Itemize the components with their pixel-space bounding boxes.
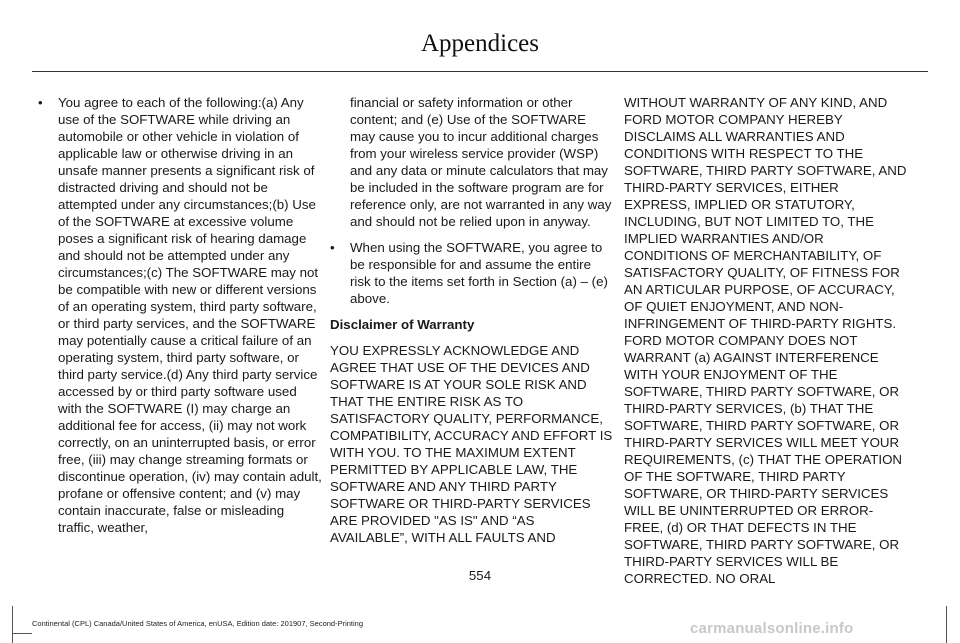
bullet-icon: • <box>330 240 335 255</box>
text-column-right <box>624 94 908 596</box>
bullet-item-responsibility <box>330 239 614 307</box>
crop-mark <box>12 606 13 643</box>
page-number: 554 <box>468 568 492 583</box>
page-title: Appendices <box>420 30 540 57</box>
edition-footer: Continental (CPL) Canada/United States of America, enUSA, Edition date: 201907, Second-Printing <box>32 619 364 628</box>
crop-mark <box>12 633 32 634</box>
disclaimer-continuation: WITHOUT WARRANTY OF ANY KIND, AND FORD MOTOR COMPANY HEREBY DISCLAIMS ALL WARRANTIES AND CONDITIONS WITH RESPECT TO THE SOFTWARE, THIRD PARTY SOFTWARE, AND THIRD-PARTY SERVICES, EITHER EXPRESS, IMPLIED OR STATUTORY, INCLUDING, BUT NOT LIMITED TO, THE IMPLIED WARRANTIES AND/OR CONDITIONS OF MERCHANTABILITY, OF SATISFACTORY QUALITY, OF FITNESS FOR AN ARTICULAR PURPOSE, OF ACCURACY, OF QUIET ENJOYMENT, AND NON-INFRINGEMENT OF THIRD-PARTY RIGHTS. FORD MOTOR COMPANY DOES NOT WARRANT (a) AGAINST INTERFERENCE WITH YOUR ENJOYMENT OF THE SOFTWARE, THIRD PARTY SOFTWARE, OR THIRD-PARTY SERVICES, (b) THAT THE SOFTWARE, THIRD PARTY SOFTWARE, OR THIRD-PARTY SERVICES WILL MEET YOUR REQUIREMENTS, (c) THAT THE OPERATION OF THE SOFTWARE, THIRD PARTY SOFTWARE, OR THIRD-PARTY SERVICES WILL BE UNINTERRUPTED OR ERROR-FREE, (d) OR THAT DEFECTS IN THE SOFTWARE, THIRD PARTY SOFTWARE, OR THIRD-PARTY SERVICES WILL BE CORRECTED. NO ORAL <box>624 95 907 586</box>
text-column-left <box>38 94 322 545</box>
bullet-icon: • <box>38 95 43 110</box>
bullet-item-agreement <box>38 94 322 536</box>
text-column-middle <box>330 94 614 555</box>
bullet-text: You agree to each of the following:(a) Any use of the SOFTWARE while driving an automobile or other vehicle in violation of applicable law or otherwise driving in an unsafe manner presents a significant risk of distracted driving and should not be attempted under any circumstances;(b) Use of the SOFTWARE at excessive volume poses a significant risk of hearing damage and should not be attempted under any circumstances;(c) The SOFTWARE may not be compatible with new or different versions of an operating system, third party software, or third party services, and the SOFTWARE may potentially cause a critical failure of an operating system, third party software, or third party service.(d) Any third party service accessed by or third party software used with the SOFTWARE (I) may charge an additional fee for access, (ii) may not work correctly, on an uninterrupted basis, or error free, (iii) may change streaming formats or discontinue operation, (iv) may contain adult, profane or offensive content; and (v) may contain inaccurate, false or misleading traffic, weather, <box>58 95 322 535</box>
watermark: carmanualsonline.info <box>690 620 854 637</box>
crop-mark <box>946 606 947 643</box>
bullet-continuation: financial or safety information or other content; and (e) Use of the SOFTWARE may cause you to incur additional charges from your wireless service provider (WSP) and any data or minute calculators that may be included in the software program are for reference only, are not warranted in any way and should not be relied upon in anyway. <box>350 95 612 229</box>
header-divider <box>32 71 928 72</box>
section-heading-disclaimer: Disclaimer of Warranty <box>330 317 475 332</box>
bullet-text: When using the SOFTWARE, you agree to be responsible for and assume the entire risk to the items set forth in Section (a) – (e) above. <box>350 240 608 306</box>
disclaimer-paragraph: YOU EXPRESSLY ACKNOWLEDGE AND AGREE THAT USE OF THE DEVICES AND SOFTWARE IS AT YOUR SOLE RISK AND THAT THE ENTIRE RISK AS TO SATISFACTORY QUALITY, PERFORMANCE, COMPATIBILITY, ACCURACY AND EFFORT IS WITH YOU. TO THE MAXIMUM EXTENT PERMITTED BY APPLICABLE LAW, THE SOFTWARE AND ANY THIRD PARTY SOFTWARE OR THIRD-PARTY SERVICES ARE PROVIDED "AS IS" AND “AS AVAILABLE”, WITH ALL FAULTS AND <box>330 343 613 545</box>
